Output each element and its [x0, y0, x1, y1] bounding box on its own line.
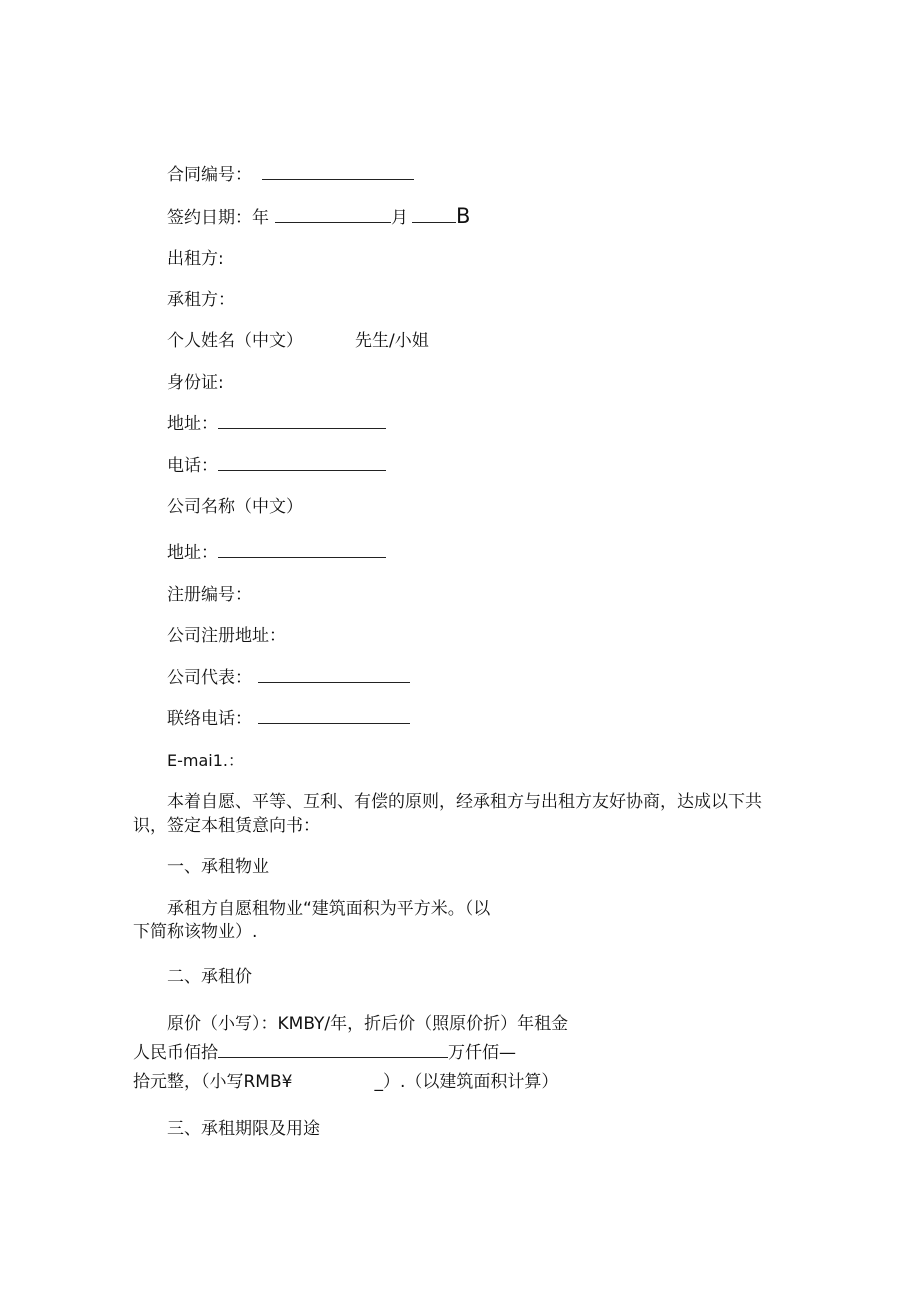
lessee-label: 承租方： — [167, 290, 235, 310]
intro-paragraph-line2: 识，签定本租赁意向书： — [133, 816, 320, 836]
company-name-label: 公司名称（中文） — [167, 497, 303, 517]
price-line1: 原价（小写）：KMBY/年，折后价（照原价折）年租金 — [167, 1014, 569, 1034]
lessor-label: 出租方: — [167, 249, 224, 269]
section1-title: 一、承租物业 — [167, 857, 269, 877]
address-label: 地址： — [167, 414, 218, 434]
sign-date-row — [167, 205, 470, 229]
contact-phone-blank[interactable] — [258, 708, 410, 724]
price-line2-suffix: 万仟佰— — [448, 1043, 516, 1063]
price-line2 — [133, 1042, 516, 1064]
phone-label: 电话： — [167, 456, 218, 476]
contact-phone-row — [167, 708, 410, 730]
section2-title: 二、承租价 — [167, 967, 252, 987]
price-line2-prefix: 人民币佰拾 — [133, 1043, 218, 1063]
contract-number-row — [167, 164, 414, 186]
contact-phone-label: 联络电话： — [167, 709, 252, 729]
contract-number-label: 合同编号： — [167, 165, 252, 185]
sign-date-label: 签约日期：年 — [167, 208, 269, 228]
sign-date-day-blank[interactable] — [412, 207, 456, 223]
price-line3-suffix: _）.（以建筑面积计算） — [374, 1072, 559, 1092]
section3-title: 三、承租期限及用途 — [167, 1119, 320, 1139]
individual-name-label: 个人姓名（中文） — [167, 331, 303, 351]
section1-text-line2: 下简称该物业）. — [133, 922, 258, 942]
individual-name-row — [167, 330, 429, 352]
email-label: E-mai1.： — [167, 751, 244, 770]
company-address-row — [167, 542, 386, 564]
price-line3 — [133, 1071, 558, 1093]
phone-blank[interactable] — [218, 455, 386, 471]
phone-row — [167, 455, 386, 477]
address-row — [167, 413, 386, 435]
id-card-label: 身份证: — [167, 373, 224, 393]
intro-paragraph-line1: 本着自愿、平等、互利、有偿的原则，经承租方与出租方友好协商，达成以下共 — [167, 792, 762, 812]
registration-number-label: 注册编号： — [167, 585, 252, 605]
sign-date-year-blank[interactable] — [275, 207, 391, 223]
company-address-label: 地址： — [167, 543, 218, 563]
company-registered-address-label: 公司注册地址： — [167, 626, 286, 646]
price-line3-prefix: 拾元整，（小写RMB¥ — [133, 1072, 293, 1092]
address-blank[interactable] — [218, 413, 386, 429]
sign-date-month: 月 — [391, 208, 408, 228]
company-representative-row — [167, 667, 410, 689]
rent-amount-blank[interactable] — [218, 1042, 448, 1058]
company-address-blank[interactable] — [218, 542, 386, 558]
individual-title: 先生/小姐 — [355, 331, 429, 351]
section1-text-line1: 承租方自愿租物业“建筑面积为平方米。（以 — [167, 899, 491, 919]
sign-date-day-mark: B — [456, 204, 471, 228]
company-representative-blank[interactable] — [258, 667, 410, 683]
contract-number-blank[interactable] — [262, 164, 414, 180]
company-representative-label: 公司代表： — [167, 668, 252, 688]
